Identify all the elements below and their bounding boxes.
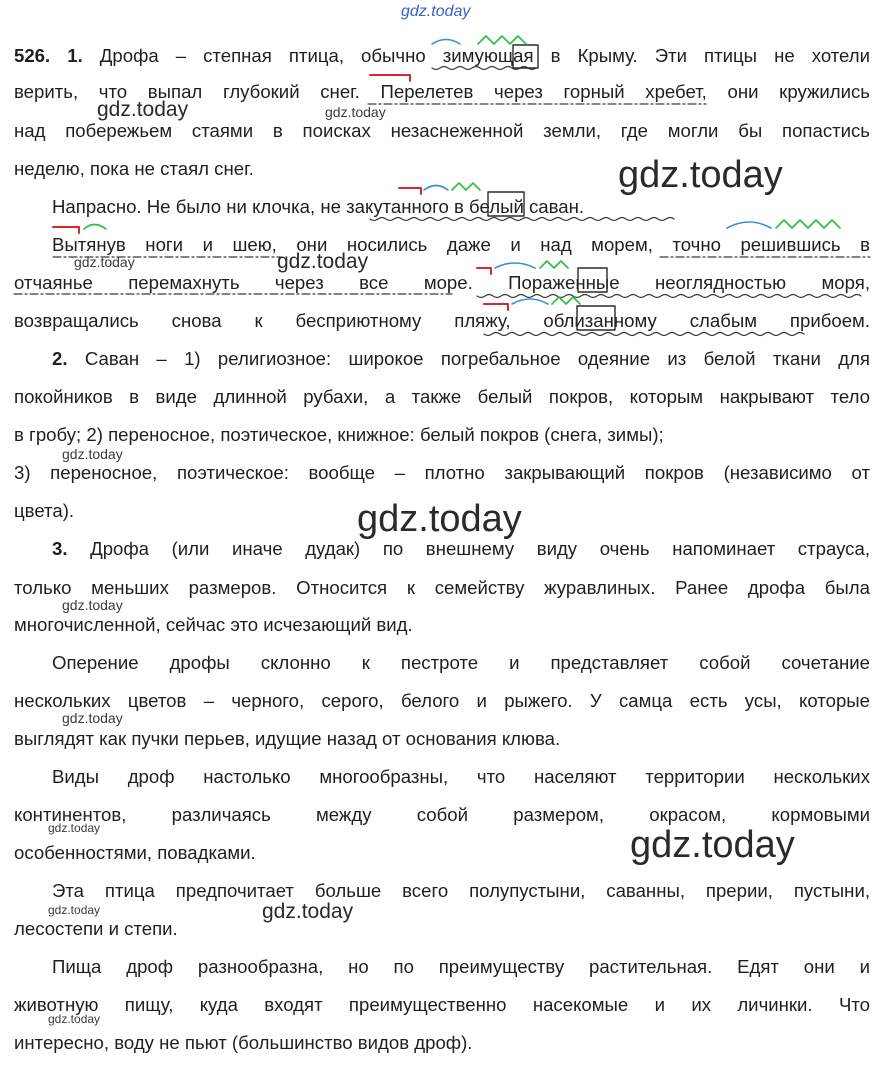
watermark: gdz.today xyxy=(62,446,123,462)
watermark: gdz.today xyxy=(630,824,795,866)
text-line-6: Вытянув ноги и шею, они носились даже и над морем, точно решившись в xyxy=(52,234,870,255)
text-line-11: в гробу; 2) переносное, поэтическое, книжное: белый покров (снега, зимы); xyxy=(14,424,664,445)
watermark: gdz.today xyxy=(357,498,522,540)
watermark: gdz.today xyxy=(618,154,783,196)
text-line-27: интересно, воду не пьют (большинство видов дроф). xyxy=(14,1032,473,1053)
exercise-number: 526. 1. xyxy=(14,45,83,66)
text-line-23: Эта птица предпочитает больше всего полупустыни, саванны, прерии, пустыни, xyxy=(52,880,870,901)
text-line-19: выглядят как пучки перьев, идущие назад от основания клюва. xyxy=(14,728,561,749)
watermark: gdz.today xyxy=(277,250,369,273)
text-line-14: 3. Дрофа (или иначе дудак) по внешнему виду очень напоминает страуса, xyxy=(52,538,870,559)
watermark: gdz.today xyxy=(74,254,135,270)
text-line-10: покойников в виде длинной рубахи, а также белый покров, которым накрывают тело xyxy=(14,386,870,407)
text-line-4: неделю, пока не стаял снег. xyxy=(14,158,254,179)
watermark-top: gdz.today xyxy=(401,3,471,20)
stem-zigzag xyxy=(776,220,840,228)
suffix-arc xyxy=(424,186,448,191)
text-line-9: 2. Саван – 1) религиозное: широкое погребальное одеяние из белой ткани для xyxy=(52,348,870,369)
text-line-22: особенностями, повадками. xyxy=(14,842,256,863)
watermark: gdz.today xyxy=(62,597,123,613)
section-number: 3. xyxy=(52,538,68,559)
text-line-24: лесостепи и степи. xyxy=(14,918,178,939)
text-line-13: цвета). xyxy=(14,500,75,521)
section-number: 2. xyxy=(52,348,68,369)
watermark: gdz.today xyxy=(97,98,189,121)
watermark: gdz.today xyxy=(48,1012,101,1026)
text-line-7: отчаянье перемахнуть через все море. Пораженные неоглядностью моря, xyxy=(14,272,870,293)
text-line-15: только меньших размеров. Относится к семейству журавлиных. Ранее дрофа была xyxy=(14,577,870,598)
text-line-8: возвращались снова к бесприютному пляжу, облизанному слабым прибоем. xyxy=(14,310,870,331)
watermark: gdz.today xyxy=(48,903,101,917)
text-line-1: 526. 1. Дрофа – степная птица, обычно зимующая в Крыму. Эти птицы не хотели xyxy=(14,45,871,66)
text-line-3: над побережьем стаями в поисках незаснеженной земли, где могли бы попастись xyxy=(14,120,870,141)
suffix-arc xyxy=(727,222,771,228)
participle-phrase: обычно зимующая xyxy=(361,45,534,66)
watermark: gdz.today xyxy=(325,104,386,120)
text-line-16: многочисленной, сейчас это исчезающий вид. xyxy=(14,614,413,635)
stem-zigzag xyxy=(452,183,480,190)
suffix-arc xyxy=(512,299,548,304)
text-line-26: животную пищу, куда входят преимущественно насекомые и их личинки. Что xyxy=(14,994,870,1015)
stem-zigzag xyxy=(540,261,568,268)
text-line-21: континентов, различаясь между собой размером, окрасом, кормовыми xyxy=(14,804,870,825)
stem-zigzag xyxy=(552,297,580,304)
watermark: gdz.today xyxy=(48,821,101,835)
text-line-20: Виды дроф настолько многообразны, что населяют территории нескольких xyxy=(52,766,870,787)
suffix-arc xyxy=(84,225,106,230)
text-line-25: Пища дроф разнообразна, но по преимуществу растительная. Едят они и xyxy=(52,956,870,977)
stem-zigzag xyxy=(478,36,526,44)
text-line-2: верить, что выпал глубокий снег. Перелетев через горный хребет, они кружились xyxy=(14,81,870,102)
text-line-12: 3) переносное, поэтическое: вообще – плотно закрывающий покров (независимо от xyxy=(14,462,870,483)
watermark: gdz.today xyxy=(262,900,354,923)
text-line-18: нескольких цветов – черного, серого, белого и рыжего. У самца есть усы, которые xyxy=(14,690,870,711)
suffix-arc xyxy=(495,263,535,268)
text-line-17: Оперение дрофы склонно к пестроте и представляет собой сочетание xyxy=(52,652,870,673)
watermark: gdz.today xyxy=(62,710,123,726)
prefix-mark xyxy=(399,188,421,194)
text-line-5: Напрасно. Не было ни клочка, не закутанного в белый саван. xyxy=(52,196,585,217)
